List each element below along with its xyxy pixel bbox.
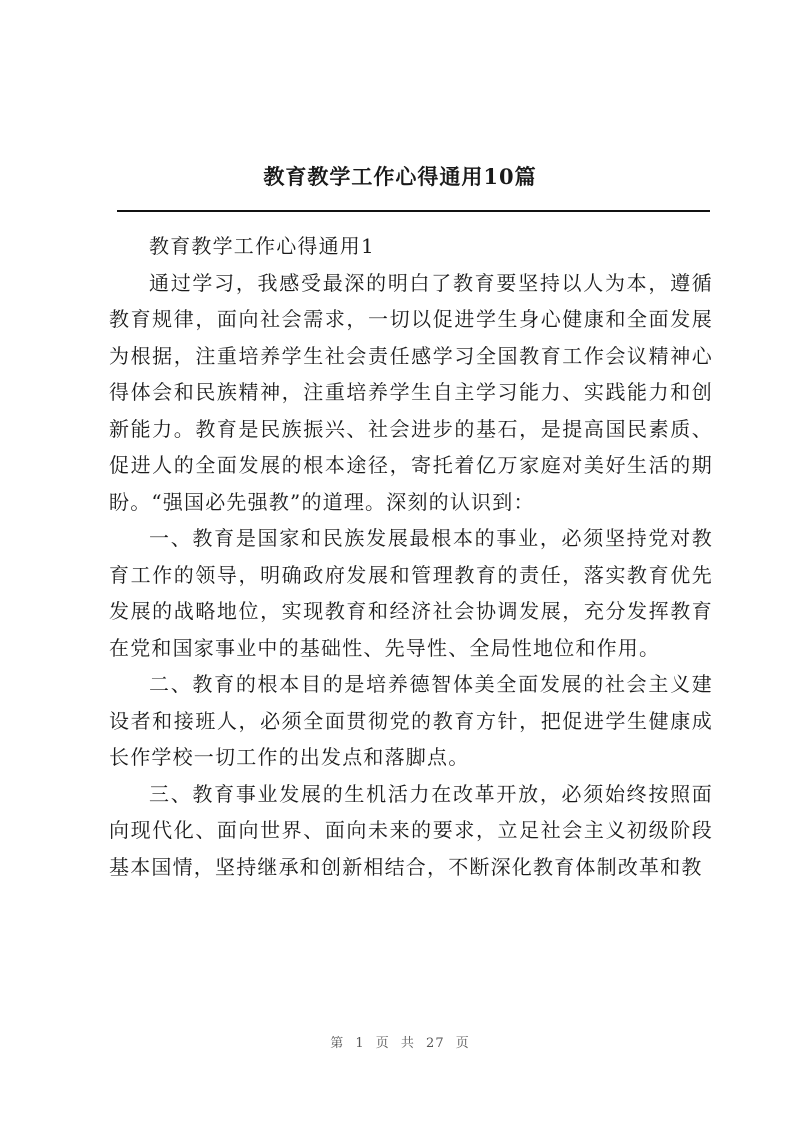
document-title: 教育教学工作心得通用10篇 (263, 164, 537, 189)
page-number-footer: 第 1 页 共 27 页 (330, 1036, 470, 1051)
paragraph-point-2: 二、教育的根本目的是培养德智体美全面发展的社会主义建设者和接班人，必须全面贯彻党的教育方针，把促进学生健康成长作学校一切工作的出发点和落脚点。 (109, 672, 713, 769)
paragraph-point-3: 三、教育事业发展的生机活力在改革开放，必须始终按照面向现代化、面向世界、面向未来的要求，立足社会主义初级阶段基本国情，坚持继承和创新相结合，不断深化教育体制改革和教 (109, 781, 713, 879)
section-heading: 教育教学工作心得通用1 (149, 234, 375, 258)
title-divider (117, 210, 710, 212)
document-body (109, 228, 713, 885)
paragraph-point-1: 一、教育是国家和民族发展最根本的事业，必须坚持党对教育工作的领导，明确政府发展和管理教育的责任，落实教育优先发展的战略地位，实现教育和经济社会协调发展，充分发挥教育在党和国家事业中的基础性、先导性、全局性地位和作用。 (109, 526, 713, 660)
paragraph-intro: 通过学习，我感受最深的明白了教育要坚持以人为本，遵循教育规律，面向社会需求，一切以促进学生身心健康和全面发展为根据，注重培养学生社会责任感学习全国教育工作会议精神心得体会和民族精神，注重培养学生自主学习能力、实践能力和创新能力。教育是民族振兴、社会进步的基石，是提高国民素质、促进人的全面发展的根本途径，寄托着亿万家庭对美好生活的期盼。“强国必先强教”的道理。深刻的认识到： (109, 270, 713, 514)
